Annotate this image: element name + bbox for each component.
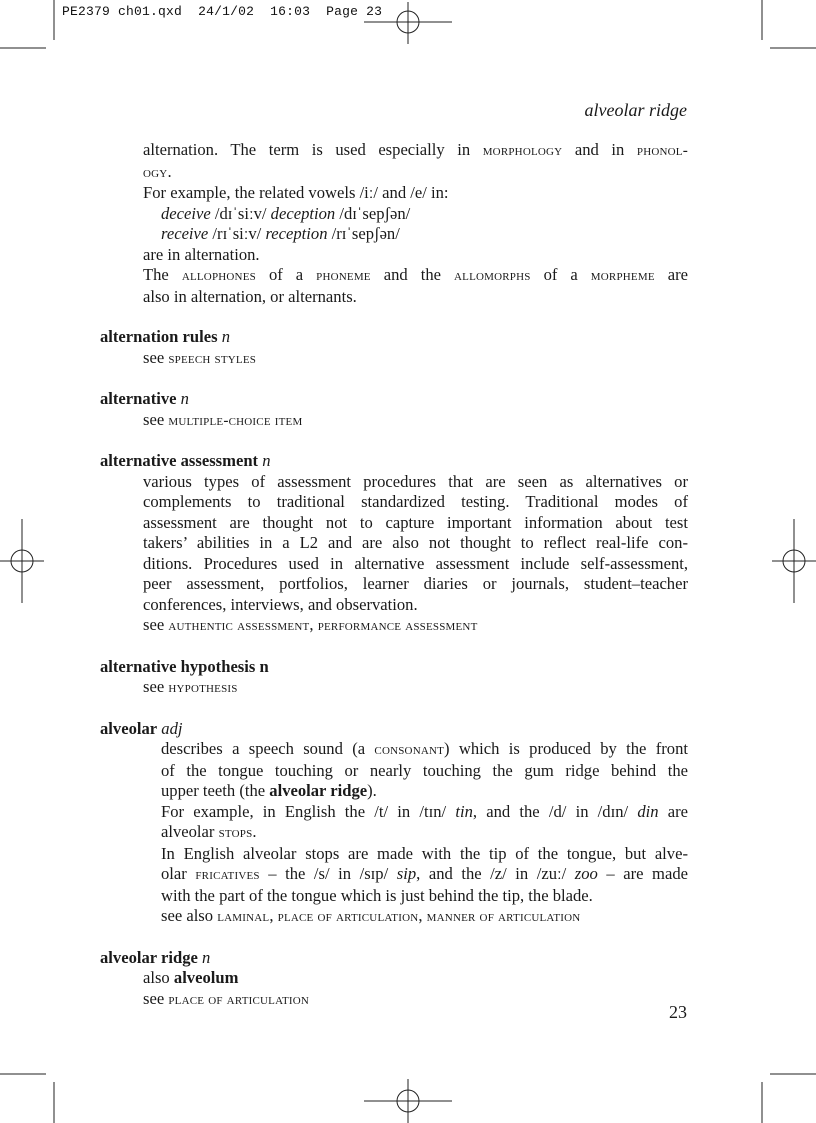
text-line: takers’ abilities in a L2 and are also not thought to reflect real-life con- — [143, 533, 688, 552]
text-line: various types of assessment procedures that are seen as alternatives or — [143, 471, 688, 491]
text-line: are in alternation. — [143, 244, 260, 264]
text-line: assessment are thought not to capture important information about test — [143, 512, 688, 532]
cross-reference: see hypothesis — [143, 677, 238, 696]
example-line: receive /rɪˈsiːv/ reception /rɪˈsepʃən/ — [161, 224, 400, 243]
part-of-speech: n — [262, 451, 271, 470]
part-of-speech: adj — [161, 718, 183, 738]
text-line: In English alveolar stops are made with the tip of the tongue, but alve- — [161, 843, 688, 863]
text-line: alternation. The term is used especially in morphology and in phonol- — [143, 140, 689, 159]
headword: alveolar — [100, 718, 158, 738]
text-line: ogy. — [143, 161, 172, 181]
text-line: also in alternation, or alternants. — [143, 286, 357, 306]
cross-reference: see authentic assessment, performance assessment — [143, 615, 478, 634]
cross-reference: see place of articulation — [143, 988, 310, 1008]
text-line: ditions. Procedures used in alternative assessment include self-assessment, — [143, 553, 688, 573]
slug-page: Page 23 — [326, 4, 383, 19]
headword: alternative assessment — [100, 451, 259, 470]
text-line: For example, in English the /t/ in /tɪn/ tin, and the /d/ in /dɪn/ din are — [161, 801, 688, 821]
slug-time: 16:03 — [270, 4, 311, 19]
part-of-speech: n — [221, 327, 230, 346]
headword-line — [100, 657, 688, 678]
page-number: 23 — [669, 1002, 687, 1022]
text-line: For example, the related vowels /iː/ and /e/ in: — [143, 183, 449, 202]
headword-line — [100, 948, 688, 969]
cross-reference: see also laminal, place of articulation, manner of articulation — [161, 906, 581, 925]
headword-line — [100, 389, 688, 410]
text-line: olar fricatives – the /s/ in /sɪp/ sip, and the /z/ in /zuː/ zoo – are made — [161, 864, 688, 883]
slug-file: ch01.qxd — [118, 4, 183, 19]
headword: alveolar ridge — [100, 947, 198, 967]
text-line: alveolar stops. — [161, 822, 257, 841]
also-line: also alveolum — [143, 968, 239, 987]
text-line: The allophones of a phoneme and the allomorphs of a morpheme are — [143, 265, 689, 284]
entry-alternative-assessment — [100, 451, 688, 637]
text-line: with the part of the tongue which is just behind the tip, the blade. — [161, 885, 593, 905]
example-line: deceive /dɪˈsiːv/ deception /dɪˈsepʃən/ — [161, 203, 411, 223]
entry-alternation-rules — [100, 327, 688, 369]
entry-alveolar — [100, 719, 688, 928]
text-line: peer assessment, portfolios, learner diaries or journals, student–teacher — [143, 574, 688, 593]
text-line: upper teeth (the alveolar ridge). — [161, 781, 377, 800]
cross-reference: see multiple-choice item — [143, 409, 303, 429]
part-of-speech: n — [180, 389, 189, 408]
text-line: conferences, interviews, and observation. — [143, 594, 418, 614]
slug-job: PE2379 — [62, 4, 111, 19]
headword: alternative — [100, 389, 177, 408]
headword: alternation rules — [100, 327, 218, 346]
entry-alternative-hypothesis — [100, 657, 688, 699]
dictionary-page-body — [100, 140, 688, 1010]
slug-date: 24/1/02 — [198, 4, 255, 19]
text-line: complements to traditional standardized testing. Traditional modes of — [143, 492, 688, 511]
entry-alternative — [100, 389, 688, 431]
headword: alternative hypothesis n — [100, 656, 269, 676]
entry-alveolar-ridge — [100, 948, 688, 1011]
text-line: of the tongue touching or nearly touching the gum ridge behind the — [161, 760, 688, 780]
headword-line — [100, 327, 688, 348]
headword-line — [100, 719, 688, 740]
entry-alternation-continued — [100, 140, 688, 307]
headword-line — [100, 451, 688, 472]
text-line: describes a speech sound (a consonant) which is produced by the front — [161, 739, 688, 758]
cross-reference: see speech styles — [143, 347, 257, 367]
running-head: alveolar ridge — [584, 100, 687, 120]
part-of-speech: n — [202, 947, 211, 967]
